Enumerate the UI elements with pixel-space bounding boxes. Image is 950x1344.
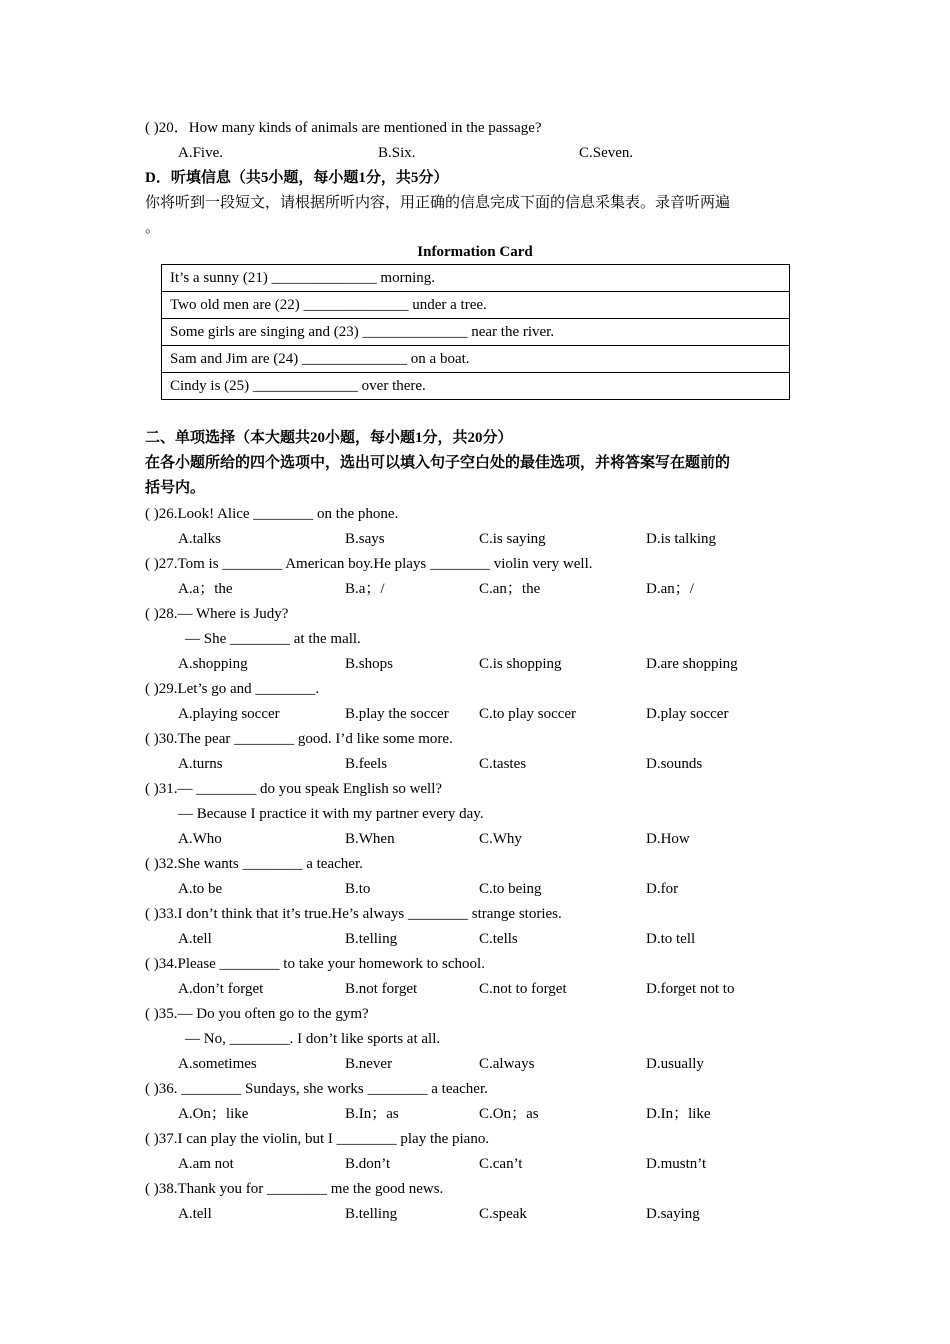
table-row bbox=[162, 373, 790, 400]
question-option-b: B.telling bbox=[345, 931, 398, 947]
section-d-title: D．听填信息（共5小题，每小题1分，共5分） bbox=[145, 170, 449, 186]
question-option-a: A.playing soccer bbox=[178, 706, 280, 722]
question-option-d: D.In；like bbox=[646, 1106, 711, 1122]
question-option-c: C.an；the bbox=[479, 581, 541, 597]
question-option-a: A.Who bbox=[178, 831, 222, 847]
question-stem: ( )31.— ________ do you speak English so well? bbox=[145, 781, 443, 797]
question-option-b: B.not forget bbox=[345, 981, 418, 997]
question-option-b: B.says bbox=[345, 531, 385, 547]
question-20-option-a: A.Five. bbox=[178, 145, 223, 161]
question-stem: ( )27.Tom is ________ American boy.He plays ________ violin very well. bbox=[145, 556, 593, 572]
question-option-b: B.don’t bbox=[345, 1156, 391, 1172]
question-stem: ( )35.— Do you often go to the gym? bbox=[145, 1006, 369, 1022]
question-option-c: C.is shopping bbox=[479, 656, 562, 672]
question-stem: ( )33.I don’t think that it’s true.He’s always ________ strange stories. bbox=[145, 906, 562, 922]
information-card-title: Information Card bbox=[417, 244, 533, 260]
question-option-d: D.for bbox=[646, 881, 679, 897]
question-option-b: B.a；/ bbox=[345, 581, 385, 597]
question-option-d: D.to tell bbox=[646, 931, 696, 947]
question-option-b: B.feels bbox=[345, 756, 388, 772]
question-20-stem: ( )20．How many kinds of animals are mentioned in the passage? bbox=[145, 120, 542, 136]
question-stem: ( )34.Please ________ to take your homework to school. bbox=[145, 956, 485, 972]
table-row bbox=[162, 346, 790, 373]
section-2-title: 二、单项选择（本大题共20小题，每小题1分，共20分） bbox=[145, 430, 513, 446]
question-stem-continued: — No, ________. I don’t like sports at all. bbox=[185, 1031, 441, 1047]
question-stem: ( )32.She wants ________ a teacher. bbox=[145, 856, 363, 872]
question-option-d: D.forget not to bbox=[646, 981, 735, 997]
question-option-b: B.When bbox=[345, 831, 395, 847]
question-option-a: A.a；the bbox=[178, 581, 233, 597]
question-option-a: A.to be bbox=[178, 881, 223, 897]
card-row-23: Some girls are singing and (23) ______________ near the river. bbox=[162, 319, 790, 346]
question-stem: ( )36. ________ Sundays, she works ________ a teacher. bbox=[145, 1081, 488, 1097]
question-option-c: C.is saying bbox=[479, 531, 546, 547]
question-option-b: B.play the soccer bbox=[345, 706, 449, 722]
question-option-c: C.can’t bbox=[479, 1156, 523, 1172]
question-option-b: B.shops bbox=[345, 656, 393, 672]
question-option-b: B.never bbox=[345, 1056, 393, 1072]
question-option-a: A.tell bbox=[178, 931, 212, 947]
table-row bbox=[162, 292, 790, 319]
question-stem-continued: — She ________ at the mall. bbox=[185, 631, 361, 647]
question-option-d: D.How bbox=[646, 831, 690, 847]
question-option-c: C.to play soccer bbox=[479, 706, 577, 722]
question-option-d: D.mustn’t bbox=[646, 1156, 707, 1172]
question-stem: ( )28.— Where is Judy? bbox=[145, 606, 289, 622]
table-row bbox=[162, 265, 790, 292]
question-stem: ( )38.Thank you for ________ me the good news. bbox=[145, 1181, 444, 1197]
question-stem: ( )26.Look! Alice ________ on the phone. bbox=[145, 506, 399, 522]
question-option-d: D.saying bbox=[646, 1206, 700, 1222]
card-row-25: Cindy is (25) ______________ over there. bbox=[162, 373, 790, 400]
question-option-a: A.turns bbox=[178, 756, 223, 772]
question-stem: ( )29.Let’s go and ________. bbox=[145, 681, 320, 697]
question-option-d: D.an；/ bbox=[646, 581, 694, 597]
card-row-21: It’s a sunny (21) ______________ morning. bbox=[162, 265, 790, 292]
question-option-c: C.Why bbox=[479, 831, 522, 847]
question-option-d: D.sounds bbox=[646, 756, 703, 772]
table-row bbox=[162, 319, 790, 346]
question-option-d: D.are shopping bbox=[646, 656, 738, 672]
section-d-instruction: 你将听到一段短文，请根据所听内容，用正确的信息完成下面的信息采集表。录音听两遍 bbox=[145, 195, 731, 211]
question-option-c: C.always bbox=[479, 1056, 535, 1072]
question-stem: ( )37.I can play the violin, but I ________ play the piano. bbox=[145, 1131, 490, 1147]
question-option-a: A.sometimes bbox=[178, 1056, 257, 1072]
section-2-instruction: 在各小题所给的四个选项中，选出可以填入句子空白处的最佳选项，并将答案写在题前的 bbox=[145, 455, 731, 471]
question-20-option-b: B.Six. bbox=[378, 145, 416, 161]
question-option-c: C.not to forget bbox=[479, 981, 567, 997]
section-d-instruction-end: 。 bbox=[145, 220, 161, 236]
question-option-c: C.to being bbox=[479, 881, 542, 897]
question-option-c: C.speak bbox=[479, 1206, 527, 1222]
question-option-b: B.In；as bbox=[345, 1106, 399, 1122]
question-option-d: D.usually bbox=[646, 1056, 704, 1072]
question-option-a: A.On；like bbox=[178, 1106, 249, 1122]
question-option-c: C.On；as bbox=[479, 1106, 539, 1122]
question-option-a: A.shopping bbox=[178, 656, 248, 672]
question-option-b: B.to bbox=[345, 881, 371, 897]
section-2-instruction-end: 括号内。 bbox=[145, 480, 206, 496]
question-stem: ( )30.The pear ________ good. I’d like some more. bbox=[145, 731, 453, 747]
question-20-option-c: C.Seven. bbox=[579, 145, 634, 161]
card-row-24: Sam and Jim are (24) ______________ on a boat. bbox=[162, 346, 790, 373]
question-option-a: A.don’t forget bbox=[178, 981, 264, 997]
question-option-b: B.telling bbox=[345, 1206, 398, 1222]
question-option-d: D.is talking bbox=[646, 531, 716, 547]
question-option-a: A.tell bbox=[178, 1206, 212, 1222]
question-option-c: C.tells bbox=[479, 931, 518, 947]
question-option-a: A.talks bbox=[178, 531, 221, 547]
question-option-d: D.play soccer bbox=[646, 706, 729, 722]
question-stem-continued: — Because I practice it with my partner every day. bbox=[178, 806, 484, 822]
card-row-22: Two old men are (22) ______________ under a tree. bbox=[162, 292, 790, 319]
question-option-a: A.am not bbox=[178, 1156, 234, 1172]
question-option-c: C.tastes bbox=[479, 756, 527, 772]
information-card-table bbox=[161, 264, 790, 400]
